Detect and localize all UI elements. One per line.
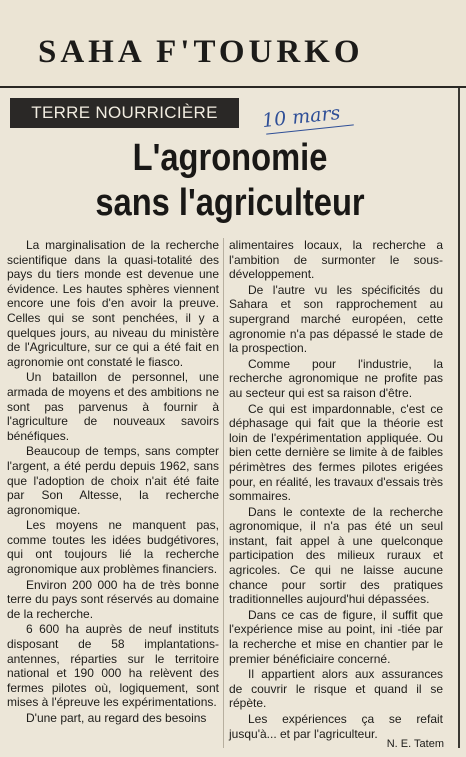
- paragraph: La marginalisation de la recherche scientifique dans la quasi-totalité des pays du tiers monde est devenue une évidence. Les hautes sphères viennent encore une fois d'en avoir la preuve. Celles qui se sont penchées, il y a quelques jours, au niveau du ministère de l'Agriculture, sur ce qui a été fait en agronomie ont constaté le fiasco.: [7, 238, 219, 369]
- handwritten-date-note: 10 mars: [261, 101, 342, 133]
- paragraph: 6 600 ha auprès de neuf instituts disposant de 58 implantations-antennes, réparties sur le territoire national et 190 000 ha relèvent des fermes pilotes où, logiquement, sont mises à l'épreuve les expérimentations.: [7, 622, 219, 710]
- article-headline: [49, 136, 410, 226]
- paragraph: Dans le contexte de la recherche agronomique, il n'a pas été un seul instant, fait appel à une quelconque participation des milieux ruraux et agricoles. Ce qui ne laisse aucune chance pour sortir des pratiques traditionnelles aujourd'hui dépassées.: [229, 504, 443, 607]
- section-rubric: TERRE NOURRICIÈRE: [10, 98, 239, 128]
- paragraph: Beaucoup de temps, sans compter l'argent, a été perdu depuis 1962, sans que l'adoption de choix n'ait été faite par Son Altesse, la recherche agronomique.: [7, 444, 219, 517]
- paragraph: De l'autre vu les spécificités du Sahara et son rapprochement au supergrand marché européen, cette agronomie n'a pas dépassé le stade de la prospection.: [229, 282, 443, 356]
- headline-line-1: L'agronomie: [132, 137, 328, 179]
- paragraph: Les expériences ça se refait jusqu'à... et par l'agriculteur.: [229, 712, 443, 741]
- headline-line-2: sans l'agriculteur: [95, 182, 365, 224]
- masthead-title: SAHA F'TOURKO: [38, 34, 364, 70]
- author-signature: N. E. Tatem: [386, 738, 444, 750]
- paragraph: D'une part, au regard des besoins: [26, 711, 207, 725]
- paragraph: Ce qui est impardonnable, c'est ce déphasage qui fait que la théorie est loin de l'expérimentation appliquée. Ou bien cette dernière se limite à de faibles périmètres des fermes pilotes erigées pour, en réalité, les travaux d'essais très sommaires.: [229, 401, 443, 504]
- article-right-column: [229, 238, 443, 742]
- paragraph: Il appartient alors aux assurances de couvrir le risque et quand il se répète.: [229, 667, 443, 711]
- paragraph: Dans ce cas de figure, il suffit que l'expérience mise au point, ini -tiée par la recherche et mise en chantier par le premier bénéficiaire concerné.: [229, 607, 443, 666]
- paragraph: Les moyens ne manquent pas, comme toutes les idées budgétivores, qui ont toujours lié la recherche agronomique aux problèmes financiers.: [7, 518, 219, 577]
- newspaper-masthead: [0, 0, 466, 88]
- clipping-edge-rule: [458, 88, 460, 748]
- article-left-column: [7, 238, 219, 727]
- paragraph: Environ 200 000 ha de très bonne terre du pays sont réservés au domaine de la recherche.: [7, 577, 219, 621]
- column-divider: [223, 238, 224, 748]
- paragraph: alimentaires locaux, la recherche a l'ambition de surmonter le sous-développement.: [229, 238, 443, 282]
- paragraph: Comme pour l'industrie, la recherche agronomique ne profite pas au secteur qui est sa raison d'être.: [229, 356, 443, 400]
- paragraph: Un bataillon de personnel, une armada de moyens et des ambitions ne sont pas parvenus à fournir à l'agriculture de nouveaux savoirs bénéfiques.: [7, 370, 219, 443]
